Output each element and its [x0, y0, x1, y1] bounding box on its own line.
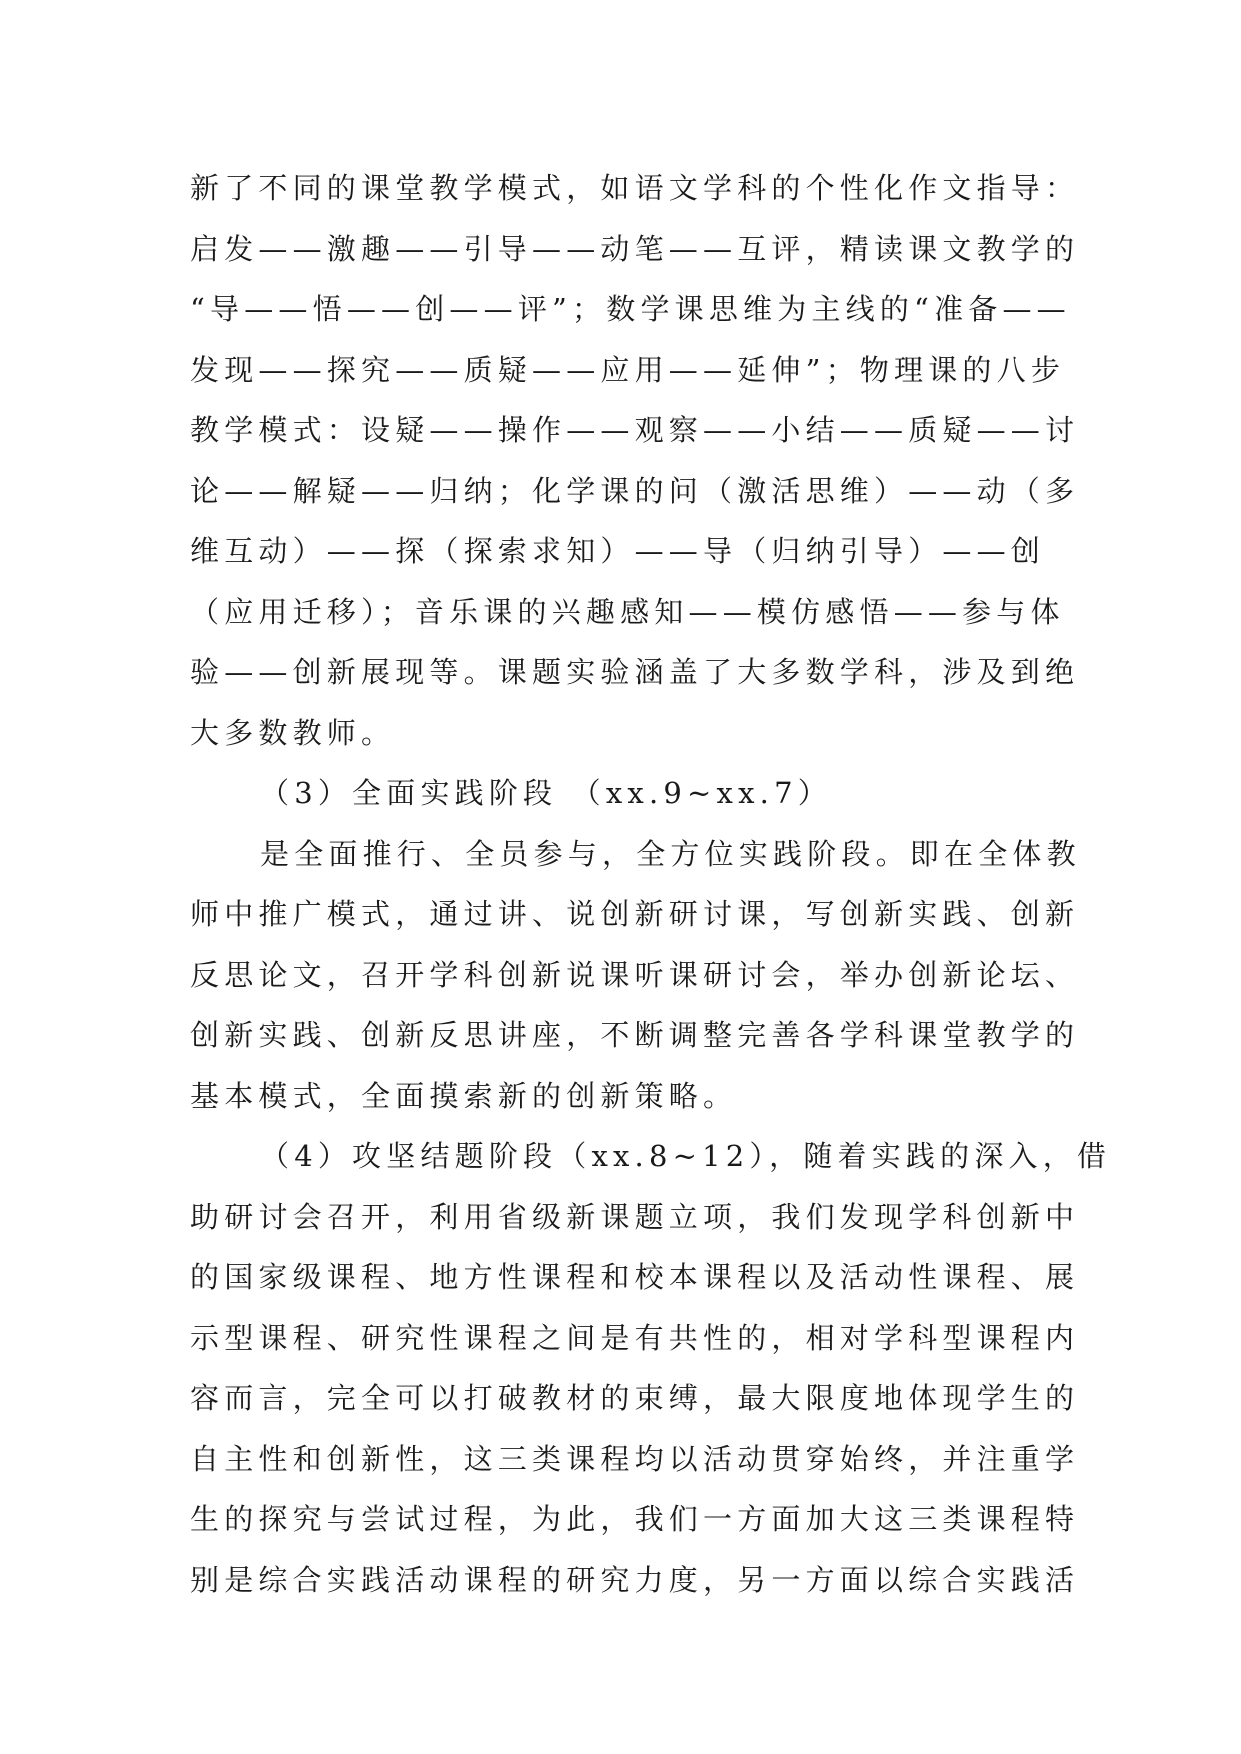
text-line: 启发——激趣——引导——动笔——互评，精读课文教学的 — [190, 231, 1080, 266]
text-line: “导——悟——创——评”；数学课思维为主线的“准备—— — [190, 292, 1071, 326]
text-line: 师中推广模式，通过讲、说创新研讨课，写创新实践、创新 — [190, 897, 1080, 931]
text-line: （应用迁移）；音乐课的兴趣感知——模仿感悟——参与体 — [190, 594, 1065, 629]
text-line: 反思论文，召开学科创新说课听课研讨会，举办创新论坛、 — [190, 957, 1080, 992]
section-heading-4: （4）攻坚结题阶段（xx.8~12），随着实践的深入，借 — [260, 1139, 1112, 1173]
text-line: 教学模式：设疑——操作——观察——小结——质疑——讨 — [190, 413, 1080, 447]
section-heading-3: （3）全面实践阶段 （xx.9~xx.7） — [260, 776, 832, 810]
paragraph-first-line: 是全面推行、全员参与，全方位实践阶段。即在全体教 — [260, 836, 1081, 871]
body-text — [190, 158, 1112, 1610]
text-line: 助研讨会召开，利用省级新课题立项，我们发现学科创新中 — [190, 1199, 1080, 1234]
text-line: 大多数教师。 — [190, 715, 396, 750]
text-line: 发现——探究——质疑——应用——延伸”；物理课的八步 — [190, 352, 1066, 387]
text-line: 的国家级课程、地方性课程和校本课程以及活动性课程、展 — [190, 1260, 1080, 1294]
text-line: 论——解疑——归纳；化学课的问（激活思维）——动（多 — [190, 473, 1080, 508]
text-line: 自主性和创新性，这三类课程均以活动贯穿始终，并注重学 — [190, 1441, 1080, 1476]
text-line: 创新实践、创新反思讲座，不断调整完善各学科课堂教学的 — [190, 1018, 1080, 1052]
text-line: 基本模式，全面摸索新的创新策略。 — [190, 1078, 738, 1113]
text-line: 别是综合实践活动课程的研究力度，另一方面以综合实践活 — [190, 1562, 1080, 1597]
text-line: 生的探究与尝试过程，为此，我们一方面加大这三类课程特 — [190, 1502, 1080, 1536]
text-line: 维互动）——探（探索求知）——导（归纳引导）——创 — [190, 534, 1046, 568]
text-line: 新了不同的课堂教学模式，如语文学科的个性化作文指导： — [190, 171, 1080, 205]
text-line: 验——创新展现等。课题实验涵盖了大多数学科，涉及到绝 — [190, 655, 1080, 689]
text-line: 容而言，完全可以打破教材的束缚，最大限度地体现学生的 — [190, 1381, 1080, 1415]
text-line: 示型课程、研究性课程之间是有共性的，相对学科型课程内 — [190, 1320, 1080, 1355]
